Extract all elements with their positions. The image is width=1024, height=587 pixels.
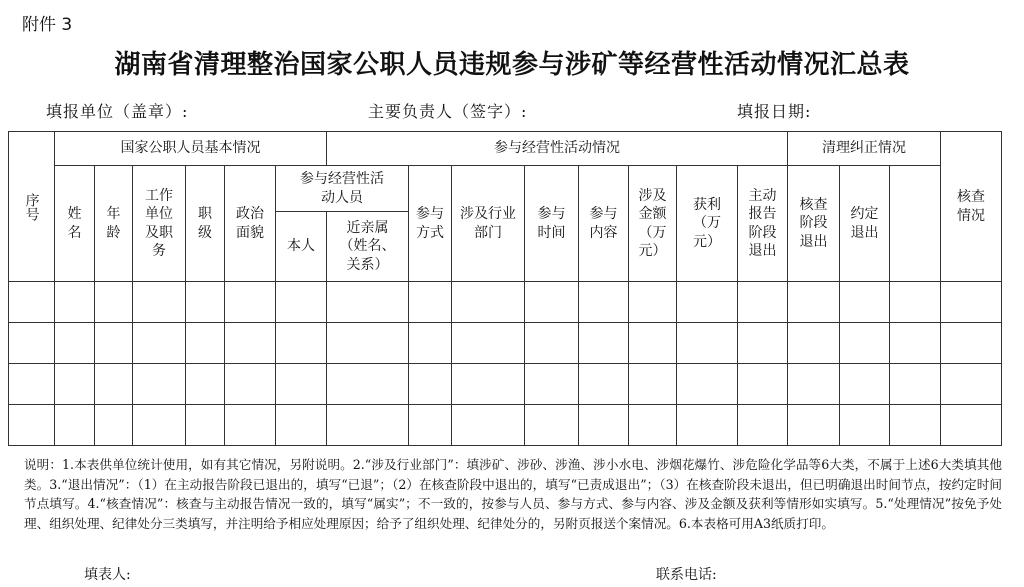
footer-phone-label: 联系电话:: [656, 567, 717, 583]
header-unit-position: 工作单位及职务: [133, 166, 186, 282]
header-relatives: 近亲属（姓名、关系）: [327, 212, 409, 282]
header-amount: 涉及金额（万元）: [629, 166, 677, 282]
header-group-basic: 国家公职人员基本情况: [55, 132, 327, 166]
fill-unit-label: 填报单位（盖章）:: [46, 102, 189, 121]
summary-table: [8, 131, 1002, 446]
header-name: 姓名: [55, 166, 95, 282]
header-method: 参与方式: [409, 166, 452, 282]
header-group-rectify: 清理纠正情况: [788, 132, 941, 166]
attachment-label: 附件 3: [22, 15, 73, 35]
header-profit: 获利（万元）: [677, 166, 738, 282]
header-agreed-exit: 约定退出: [840, 166, 890, 282]
table-row: [9, 282, 1002, 323]
page-title: 湖南省清理整治国家公职人员违规参与涉矿等经营性活动情况汇总表: [114, 50, 910, 80]
header-subgroup-people: 参与经营性活动人员: [276, 166, 409, 212]
footer-filler-label: 填表人:: [84, 567, 131, 583]
header-verify-exit: 核查阶段退出: [788, 166, 840, 282]
header-industry: 涉及行业部门: [452, 166, 525, 282]
fill-date-label: 填报日期:: [737, 102, 812, 121]
header-age: 年龄: [95, 166, 133, 282]
table-row: [9, 323, 1002, 364]
header-voluntary-exit: 主动报告阶段退出: [738, 166, 788, 282]
header-rank: 职级: [186, 166, 225, 282]
header-political: 政治面貌: [225, 166, 276, 282]
header-self: 本人: [276, 212, 327, 282]
header-seq: 序号: [9, 132, 55, 282]
fill-principal-label: 主要负责人（签字）:: [368, 102, 528, 121]
notes-paragraph: 说明：1.本表供单位统计使用，如有其它情况，另附说明。2.“涉及行业部门”：填涉矿、涉砂、涉渔、涉小水电、涉烟花爆竹、涉危险化学品等6大类，不属于上述6大类填其他类。3.“退出情况”：（1）在主动报告阶段已退出的，填写“已退”；（2）在核查阶段中退出的，填写“已责成退出”；（3）在核查阶段未退出，但已明确退出时间节点，按约定时间节点填写。4.“核查情况”：核查与主动报告情况一致的，填写“属实”；不一致的，按参与人员、参与方式、参与内容、涉及金额及获利等情形如实填写。5.“处理情况”按免予处理、组织处理、纪律处分三类填写，并注明给予相应处理原因；给予了组织处理、纪律处分的，另附页报送个案情况。6.本表格可用A3纸质打印。: [24, 457, 1002, 531]
header-verify-status: 核查情况: [941, 132, 1002, 282]
header-group-activity: 参与经营性活动情况: [327, 132, 788, 166]
table-row: [9, 364, 1002, 405]
header-content: 参与内容: [579, 166, 629, 282]
header-time: 参与时间: [525, 166, 579, 282]
table-row: [9, 405, 1002, 446]
